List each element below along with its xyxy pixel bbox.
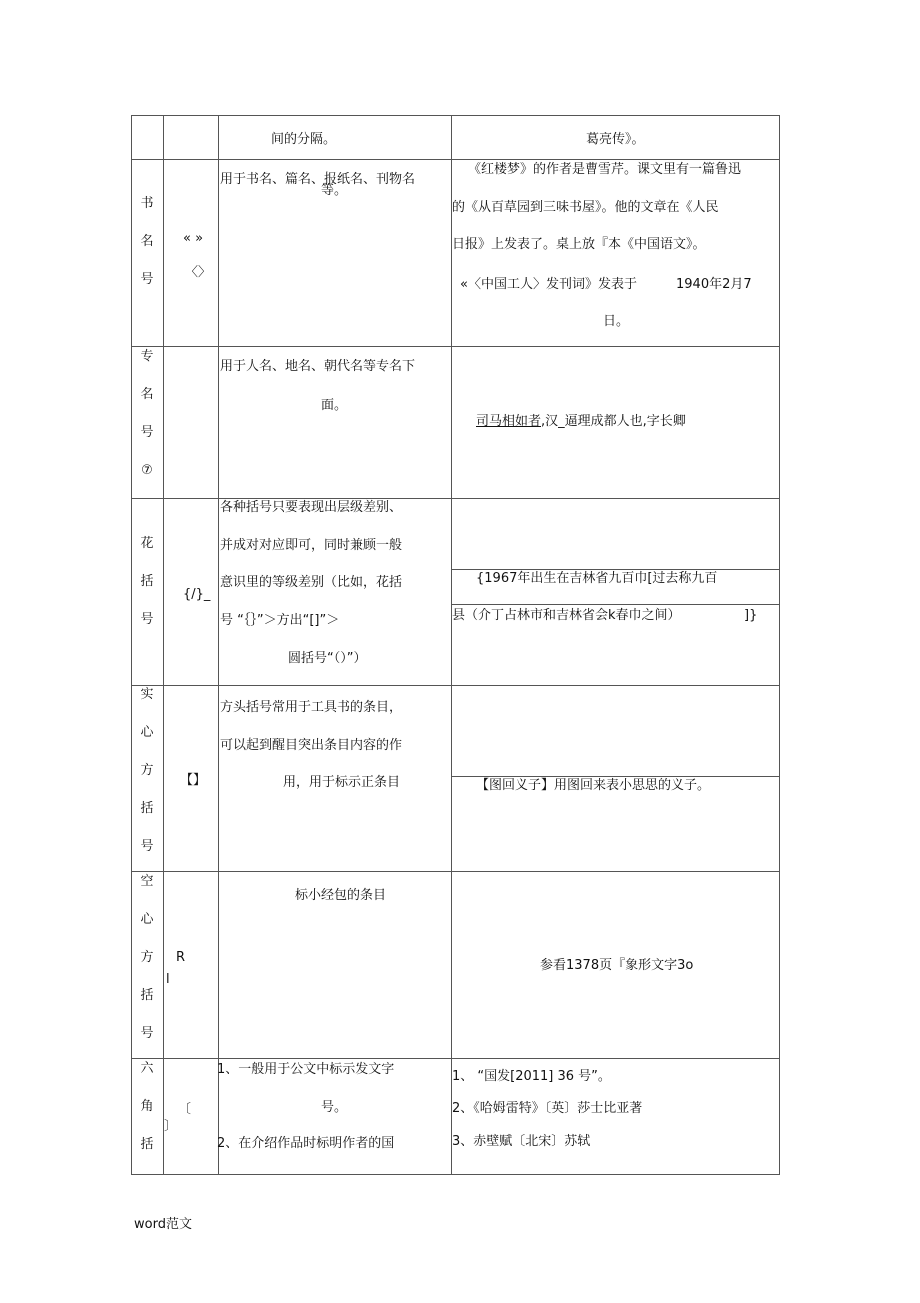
example-text: 【图回义子】用图回来表小思思的义子。	[476, 778, 711, 793]
column-divider	[451, 115, 452, 1175]
example-text: «〈中国工人〉发刊词》发表于	[460, 277, 637, 292]
example-text: 葛亮传》。	[586, 132, 645, 147]
symbol-text: l	[166, 972, 170, 987]
example-text: 参看1378页『象形文字3o	[540, 958, 694, 973]
example-text: 2、《哈姆雷特》〔英〕莎士比亚著	[452, 1101, 643, 1116]
usage-text: 1、一般用于公文中标示发文字	[217, 1062, 395, 1077]
usage-text: 号。	[321, 1100, 348, 1115]
row-divider	[131, 1058, 780, 1059]
example-text: 1940年2月7	[676, 277, 752, 292]
symbol-text: 〕	[164, 1119, 178, 1134]
column-divider	[218, 115, 219, 1175]
usage-text: 2、在介绍作品时标明作者的国	[217, 1136, 395, 1151]
usage-text: 标小经包的条目	[295, 888, 387, 903]
symbol-text: {/}_	[183, 587, 211, 602]
example-text: {1967年出生在吉林省九百巾[过去称九百	[476, 571, 718, 586]
proper-name-underlined: 司马相如者	[476, 414, 542, 429]
usage-text: 用于人名、地名、朝代名等专名下	[220, 359, 416, 374]
table-border-bottom	[131, 1174, 780, 1175]
example-text: 日。	[603, 314, 630, 329]
example-text: 《红楼梦》的作者是曹雪芹。课文里有一篇鲁迅	[468, 162, 742, 177]
usage-text: 各种括号只要表现出层级差别、	[220, 500, 403, 515]
usage-text: 圆括号“（）”）	[288, 651, 367, 666]
usage-text: 面。	[321, 398, 348, 413]
usage-text: 号 “｛｝”＞方出“[]”＞	[220, 613, 340, 628]
example-text: 1、 “国发[2011] 36 号”。	[452, 1069, 611, 1084]
example-text: 县（介丁占林市和吉林省会k春巾之间）	[452, 608, 681, 623]
row-divider	[131, 159, 780, 160]
usage-text: 用于书名、篇名、报纸名、刊物名	[220, 172, 416, 187]
row-divider	[131, 115, 780, 116]
symbol-text: 【】	[180, 773, 207, 788]
symbol-text: 〔	[178, 1102, 192, 1117]
symbol-text: R	[176, 950, 186, 965]
usage-text: 用，用于标示正条目	[283, 775, 401, 790]
usage-text: 意识里的等级差别（比如，花括	[220, 575, 403, 590]
example-text: ]}	[744, 608, 758, 623]
table-border-right	[779, 115, 780, 1175]
usage-text: 并成对对应即可，同时兼顾一般	[220, 538, 403, 553]
row-divider	[131, 871, 780, 872]
symbol-text: 〈〉	[185, 265, 212, 280]
usage-text: 可以起到醒目突出条目内容的作	[220, 738, 403, 753]
column-divider	[163, 115, 164, 1175]
example-text: 日报》上发表了。桌上放『本《中国语文》。	[452, 237, 706, 252]
footer-text: word范文	[134, 1217, 192, 1232]
example-text: 司马相如者,汉_逼理成都人也,字长卿	[476, 414, 686, 429]
example-divider	[451, 604, 780, 605]
punctuation-table: 间的分隔。 葛亮传》。 书 名 号 « » 〈〉 用于书名、篇名、报纸名、刊物名 等。 《红楼梦》的作者是曹雪芹。课文里有一篇鲁迅 的《从百草园到三味书屋》。他的文章在《人民 日报》上发表了。桌上放『本《中国语文》。 «〈中国工人〉发刊词》发表于 1940年2月7 日。 专 名 号 ⑦ 用于人名、地名、朝代名等专名下 面。 司马相如者,汉_逼理成都人也,字长卿 花 括 号 {/}_ 各种括号只要表现出层级差别、 并成对对应即可，同时兼顾一般 意识里的等级差别（比如，花括 号 “｛｝”＞方出“[]”＞ 圆括号“（）”） {1967年出生在吉林省九百巾[过去称九百 县（介丁占林市和吉林省会k春巾之间） ]} 实 心 方 括 号 【】 方头括号常用于工具书的条目， 可以起到醒目突出条目内容的作 用，用于标示正条目 【图回义子】用图回来表小思思的义子。 空 心 方 括 号 R l 标小经包的条目 参看1378页『象形文字3o 六 角 括 〔 〕 1、一般用于公文中标示发文字 号。 2、在介绍作品时标明作者的国 1、 “国发[2011] 36 号”。 2、《哈姆雷特》〔英〕莎士比亚著 3、赤壁赋〔北宋〕苏轼	[131, 115, 780, 1175]
row-divider	[131, 685, 780, 686]
row-divider	[131, 346, 780, 347]
usage-text: 间的分隔。	[271, 132, 337, 147]
symbol-text: « »	[183, 231, 204, 246]
example-text: 3、赤壁赋〔北宋〕苏轼	[452, 1134, 591, 1149]
example-text: 的《从百草园到三味书屋》。他的文章在《人民	[452, 200, 719, 215]
usage-text: 方头括号常用于工具书的条目，	[220, 700, 403, 715]
usage-text: 等。	[321, 183, 348, 198]
